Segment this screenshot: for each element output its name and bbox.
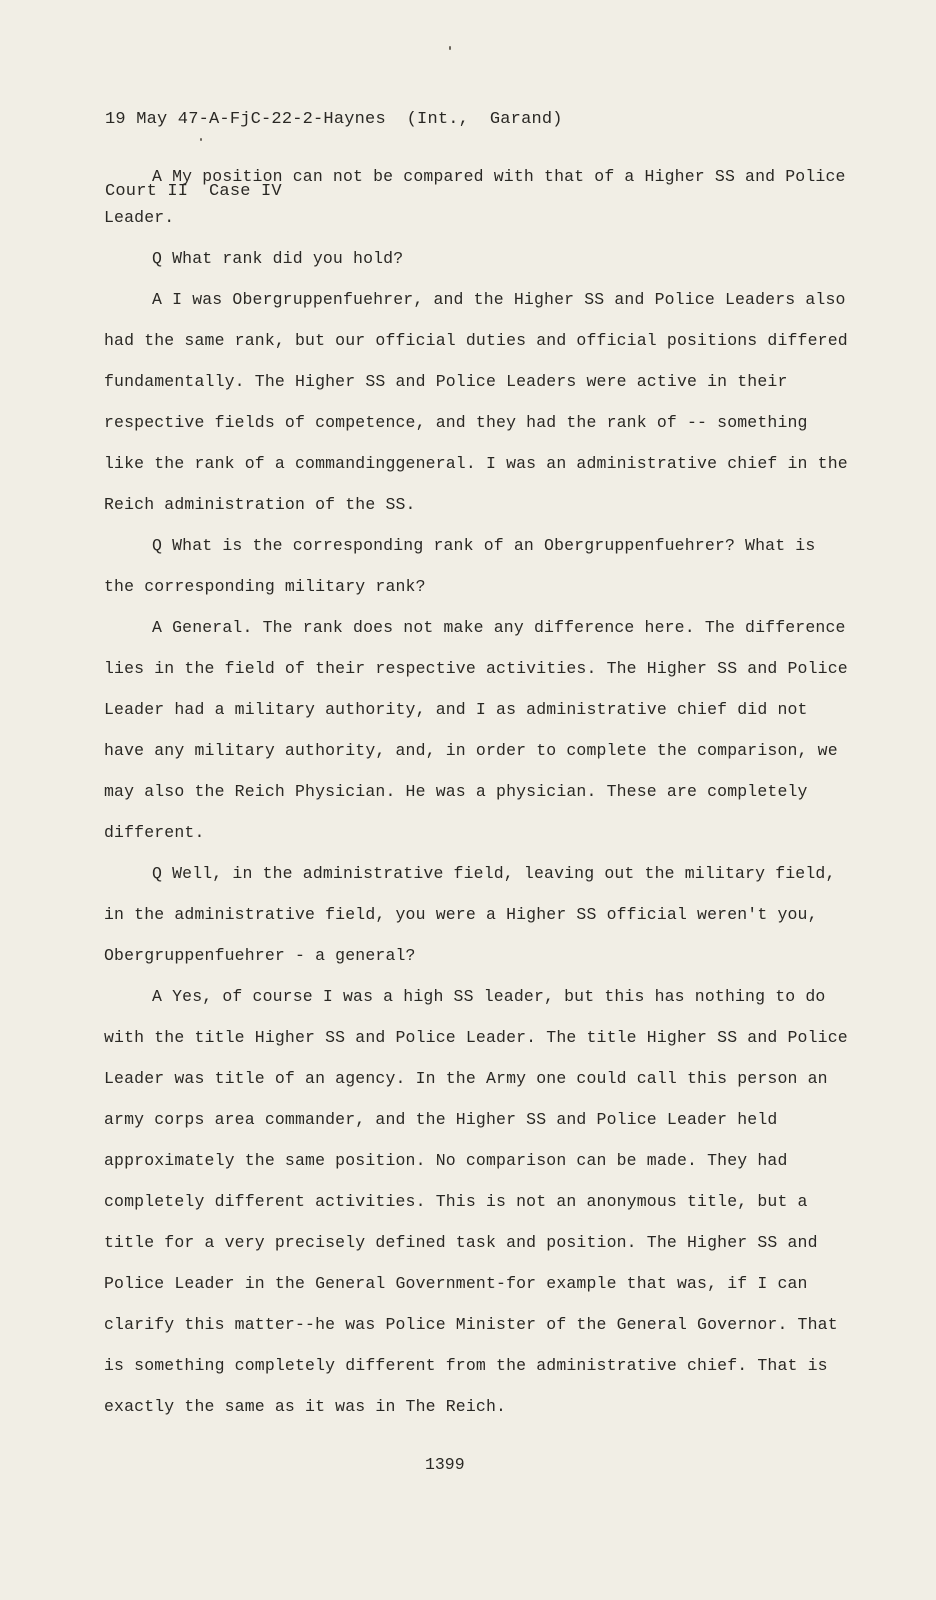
paper-speck	[200, 138, 202, 141]
transcript-paragraph: A Yes, of course I was a high SS leader, but this has nothing to do with the title Higher SS and Police Leader. The title Higher SS and Police Leader was title of an agency. In the Army one could call this person an army corps area commander, and the Higher SS and Police Leader held approximately the same position. No comparison can be made. They had completely different activities. This is not an anonymous title, but a title for a very precisely defined task and position. The Higher SS and Police Leader in the General Government-for example that was, if I can clarify this matter--he was Police Minister of the General Governor. That is something completely different from the administrative chief. That is exactly the same as it was in The Reich.	[104, 987, 848, 1416]
page-number: 1399	[425, 1455, 465, 1474]
header-line-date-docket: 19 May 47-A-FjC-22-2-Haynes (Int., Garand)	[105, 110, 563, 129]
transcript-paragraph: Q What is the corresponding rank of an Obergruppenfuehrer? What is the corresponding military rank?	[104, 536, 816, 596]
paper-speck	[449, 46, 451, 50]
transcript-paragraph: A General. The rank does not make any difference here. The difference lies in the field of their respective activities. The Higher SS and Police Leader had a military authority, and I as administrative chief did not have any military authority, and, in order to complete the comparison, we may also the Reich Physician. He was a physician. These are completely different.	[104, 618, 848, 842]
transcript-paragraph: Q Well, in the administrative field, leaving out the military field, in the administrative field, you were a Higher SS official weren't you, Obergruppenfuehrer - a general?	[104, 864, 836, 965]
transcript-paragraph: Q What rank did you hold?	[152, 249, 404, 268]
transcript-body	[104, 156, 854, 1427]
transcript-paragraph: A My position can not be compared with that of a Higher SS and Police Leader.	[104, 167, 846, 227]
header-line-court-case: Court II Case IV	[105, 182, 282, 201]
transcript-paragraph: A I was Obergruppenfuehrer, and the Higher SS and Police Leaders also had the same rank, but our official duties and official positions differed fundamentally. The Higher SS and Police Leaders were active in their respective fields of competence, and they had the rank of -- something like the rank of a commandinggeneral. I was an administrative chief in the Reich administration of the SS.	[104, 290, 848, 514]
